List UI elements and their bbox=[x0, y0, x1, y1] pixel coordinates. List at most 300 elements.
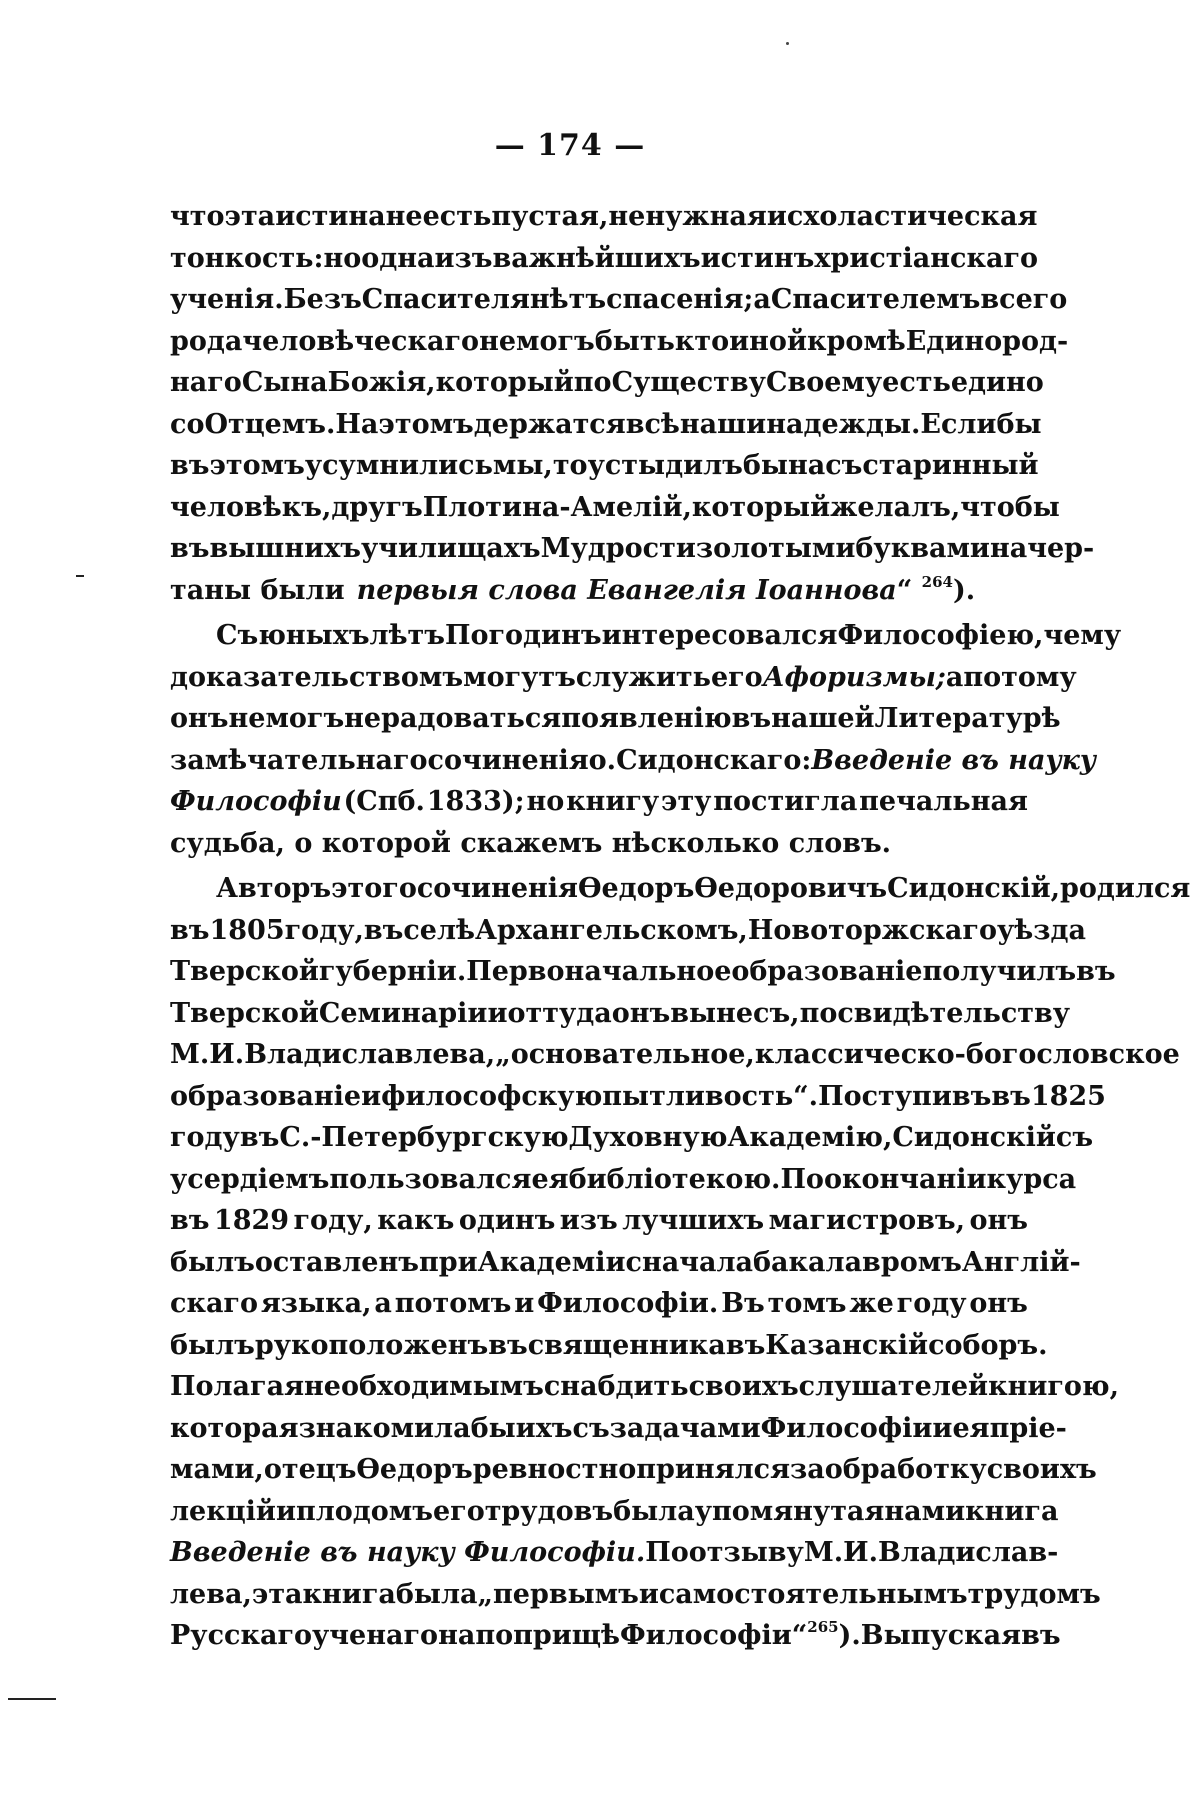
text-line bbox=[170, 951, 1116, 993]
word: бы bbox=[470, 1412, 516, 1444]
italic-word: Введеніе въ науку bbox=[811, 744, 1097, 776]
word: важнѣйшихъ bbox=[492, 242, 701, 274]
word: Существу bbox=[611, 367, 766, 398]
word: прiе- bbox=[989, 1412, 1067, 1444]
text-run: таны были bbox=[170, 574, 345, 606]
text-line bbox=[170, 487, 1060, 529]
word: Сидонскаго: bbox=[616, 744, 812, 776]
word: этомъ bbox=[378, 408, 474, 440]
word: Философіи bbox=[760, 1412, 933, 1444]
word: Академію, bbox=[727, 1122, 893, 1153]
word: въ bbox=[239, 1122, 280, 1153]
word: и bbox=[766, 201, 787, 232]
word: была bbox=[613, 1495, 695, 1527]
paragraph-2-line-5 bbox=[170, 781, 1028, 823]
text-line bbox=[170, 1491, 1059, 1533]
word: Поступивъ bbox=[818, 1080, 992, 1112]
word: устыдилъ bbox=[587, 450, 743, 481]
word: М. bbox=[170, 1039, 210, 1070]
word: лева, bbox=[170, 1578, 252, 1610]
word: Въ bbox=[721, 1288, 765, 1319]
word: училищахъ bbox=[360, 533, 541, 564]
word: нѣтъ bbox=[529, 284, 607, 315]
word: Философіи. bbox=[537, 1288, 719, 1319]
word: Ѳедоръ bbox=[356, 1454, 473, 1485]
word: могутъ bbox=[463, 661, 576, 693]
word: и bbox=[514, 1288, 535, 1319]
word: едино bbox=[950, 367, 1044, 398]
word: своихъ bbox=[986, 1454, 1097, 1485]
word: истинъ bbox=[700, 242, 815, 274]
word: надежды. bbox=[766, 408, 921, 440]
word: Ѳедоровичъ bbox=[694, 873, 888, 904]
word: этомъ bbox=[209, 450, 305, 481]
word: и bbox=[638, 1578, 659, 1610]
word: М. bbox=[803, 1537, 844, 1568]
text-line bbox=[170, 196, 1038, 238]
word: человѣкъ, bbox=[170, 491, 332, 523]
word: всѣ bbox=[625, 408, 680, 440]
word: И. bbox=[209, 1039, 245, 1070]
word: желалъ, bbox=[830, 491, 961, 523]
word: и bbox=[487, 997, 508, 1029]
word: держатся bbox=[473, 408, 626, 440]
text-line bbox=[170, 1366, 1120, 1408]
word: истина bbox=[275, 201, 386, 232]
word: эта bbox=[251, 1578, 303, 1610]
word: Тверской bbox=[170, 956, 319, 987]
word: обработку bbox=[824, 1454, 987, 1485]
word: человѣческаго bbox=[242, 325, 480, 357]
word: родился bbox=[1060, 873, 1190, 904]
word: оттуда bbox=[507, 997, 612, 1029]
word: постигла bbox=[713, 786, 858, 817]
word: наго bbox=[170, 367, 242, 398]
word: буквами bbox=[855, 533, 990, 564]
word: въ bbox=[170, 1205, 210, 1236]
text-line bbox=[170, 238, 1039, 280]
word: могъ bbox=[265, 703, 345, 734]
word: Сидонскій, bbox=[887, 873, 1061, 904]
italic-word: Философіи bbox=[170, 786, 342, 817]
word: курса bbox=[986, 1163, 1077, 1195]
word: ненужная bbox=[608, 201, 767, 232]
word: не bbox=[385, 201, 423, 232]
word: философскую bbox=[381, 1080, 603, 1112]
word: книгу bbox=[566, 786, 660, 817]
word: Божія, bbox=[327, 367, 436, 398]
word: По bbox=[645, 1537, 689, 1568]
word: году, bbox=[293, 1205, 373, 1236]
word: но bbox=[323, 242, 362, 274]
paragraph-2-line-4 bbox=[170, 740, 1097, 782]
word: священника bbox=[527, 1329, 726, 1361]
word: поприщѣ bbox=[475, 1620, 620, 1651]
word: усердіемъ bbox=[170, 1163, 330, 1195]
word: въ bbox=[1021, 1620, 1061, 1651]
italic-title: первыя слова Евангелія Іоаннова bbox=[356, 574, 897, 606]
paragraph-3-line-b bbox=[170, 1574, 1101, 1616]
word: Новоторжскаго bbox=[747, 914, 997, 946]
paragraph-1 bbox=[170, 196, 1095, 570]
word: „первымъ bbox=[477, 1578, 639, 1610]
word: могъ bbox=[516, 325, 595, 357]
text-line bbox=[170, 1408, 1067, 1450]
word: пустая, bbox=[491, 201, 609, 232]
word: ). bbox=[838, 1620, 861, 1651]
word: есть bbox=[882, 367, 951, 398]
word: Сына bbox=[241, 367, 328, 398]
word: замѣчательнаго bbox=[170, 744, 428, 776]
word: эту bbox=[661, 786, 712, 817]
word: книга bbox=[302, 1578, 396, 1610]
word: интересовался bbox=[601, 620, 838, 651]
word: - bbox=[559, 491, 571, 523]
italic-word: Афоризмы; bbox=[762, 661, 946, 693]
word: рода bbox=[170, 325, 243, 357]
word: томъ bbox=[767, 1288, 847, 1319]
word: его bbox=[710, 661, 763, 693]
word: Англій- bbox=[961, 1246, 1081, 1278]
word: С.-Петербургскую bbox=[279, 1122, 569, 1153]
word: вышнихъ bbox=[209, 533, 361, 564]
paragraph-2-line-1 bbox=[170, 615, 1122, 657]
word: христіанскаго bbox=[814, 242, 1039, 274]
word: иной bbox=[729, 325, 807, 357]
text-line bbox=[170, 528, 1095, 570]
text-line bbox=[170, 1117, 1094, 1159]
word: ихъ bbox=[515, 1412, 573, 1444]
text-run: судьба, о которой скажемъ нѣсколько словъ. bbox=[170, 827, 892, 859]
word: доказательствомъ bbox=[170, 661, 464, 693]
word: появленію bbox=[561, 703, 732, 734]
word: въ bbox=[731, 703, 772, 734]
footnote-ref-265: 265 bbox=[807, 1618, 839, 1636]
word: необходимымъ bbox=[304, 1371, 544, 1402]
word: а bbox=[374, 1288, 392, 1319]
word: лекцій bbox=[170, 1495, 276, 1527]
word: нами bbox=[884, 1495, 966, 1527]
word: изъ bbox=[559, 1205, 618, 1236]
word: въ bbox=[1076, 956, 1116, 987]
word: же bbox=[849, 1288, 894, 1319]
word: этого bbox=[331, 873, 417, 904]
closing-quote: “ bbox=[896, 574, 913, 606]
footnote-ref-264: 264 bbox=[921, 572, 953, 591]
word: Архангельскомъ, bbox=[475, 914, 748, 946]
word: нашей bbox=[771, 703, 875, 734]
word: одна bbox=[361, 242, 435, 274]
word: есть bbox=[422, 201, 492, 232]
word: упомянутая bbox=[694, 1495, 885, 1527]
word: Русскаго bbox=[170, 1620, 313, 1651]
text-line bbox=[170, 404, 1042, 446]
word: Философіи“ bbox=[619, 1620, 808, 1651]
word: Амелій, bbox=[570, 491, 692, 523]
word: получилъ bbox=[922, 956, 1077, 987]
word: отзыву bbox=[688, 1537, 804, 1568]
word: Своему bbox=[765, 367, 883, 398]
word: своихъ bbox=[688, 1371, 799, 1402]
word: бакалавромъ bbox=[753, 1246, 962, 1278]
word: 1805 bbox=[209, 914, 285, 946]
word: и bbox=[932, 1412, 953, 1444]
word: и bbox=[275, 1495, 296, 1527]
word: магистровъ, bbox=[768, 1205, 966, 1236]
text-line bbox=[170, 1283, 1028, 1325]
word: былъ bbox=[170, 1246, 255, 1278]
word: Погодинъ bbox=[445, 620, 602, 651]
word: схоластическая bbox=[786, 201, 1038, 232]
word: о. bbox=[588, 744, 617, 776]
word: старинный bbox=[862, 450, 1039, 481]
word: сочиненія bbox=[427, 744, 589, 776]
word: образованіе bbox=[170, 1080, 362, 1112]
word: при bbox=[418, 1246, 478, 1278]
word: 1829 bbox=[213, 1205, 290, 1236]
word: Сидонскій bbox=[892, 1122, 1056, 1153]
word: Полагая bbox=[170, 1371, 305, 1402]
word: Владиславлева, bbox=[244, 1039, 496, 1070]
word: библіотекою. bbox=[568, 1163, 781, 1195]
word: мы, bbox=[492, 450, 553, 481]
word: На bbox=[335, 408, 379, 440]
word: Владислав- bbox=[878, 1537, 1059, 1568]
word: трудовъ bbox=[484, 1495, 614, 1527]
margin-rule bbox=[8, 1698, 56, 1700]
word: какъ bbox=[377, 1205, 455, 1236]
word: въ bbox=[725, 1329, 766, 1361]
word: ученаго bbox=[312, 1620, 439, 1651]
paragraph-3-line-c bbox=[170, 1615, 1061, 1657]
word: онъ bbox=[170, 703, 229, 734]
paragraph-2-line-2 bbox=[170, 657, 1077, 699]
word: но bbox=[526, 786, 565, 817]
word: Академіи bbox=[477, 1246, 626, 1278]
word: въ bbox=[170, 533, 210, 564]
word: соборъ. bbox=[928, 1329, 1048, 1361]
word: Если bbox=[920, 408, 997, 440]
word: служить bbox=[575, 661, 711, 693]
word: Мудрости bbox=[540, 533, 696, 564]
word: свидѣтельству bbox=[837, 997, 1071, 1029]
word: не bbox=[344, 703, 382, 734]
word: эта bbox=[224, 201, 276, 232]
word: и bbox=[361, 1080, 382, 1112]
word: ревностно bbox=[472, 1454, 637, 1485]
word: въ bbox=[170, 450, 210, 481]
word: рукоположенъ bbox=[254, 1329, 489, 1361]
word: Отцемъ. bbox=[204, 408, 336, 440]
word: сначала bbox=[625, 1246, 754, 1278]
word: 1833); bbox=[426, 786, 525, 817]
word: а bbox=[753, 284, 771, 315]
word: Единород- bbox=[905, 325, 1069, 357]
word: Духовную bbox=[568, 1122, 728, 1153]
text-line bbox=[170, 362, 1044, 404]
word: быть bbox=[594, 325, 675, 357]
word: Выпуская bbox=[860, 1620, 1022, 1651]
text-line bbox=[170, 868, 1190, 910]
word: уѣзда bbox=[997, 914, 1086, 946]
word: въ bbox=[363, 914, 404, 946]
word: насъ bbox=[787, 450, 863, 481]
word: образованіе bbox=[731, 956, 923, 987]
word: по bbox=[573, 367, 612, 398]
word: всего bbox=[980, 284, 1068, 315]
word: Спасителемъ bbox=[770, 284, 981, 315]
text-line bbox=[170, 1325, 1048, 1367]
word: оставленъ bbox=[254, 1246, 419, 1278]
word: печальная bbox=[859, 786, 1028, 817]
word: Литературѣ bbox=[874, 703, 1061, 734]
word: не bbox=[228, 703, 266, 734]
word: въ bbox=[170, 914, 210, 946]
word: не bbox=[479, 325, 517, 357]
word: По bbox=[780, 1163, 824, 1195]
word: въ bbox=[991, 1080, 1031, 1112]
word: скаго bbox=[170, 1288, 258, 1319]
text-line bbox=[170, 1200, 1028, 1242]
body-text bbox=[170, 196, 1190, 1657]
word: кто bbox=[674, 325, 730, 357]
text-line bbox=[170, 1159, 1077, 1201]
word: тонкость: bbox=[170, 242, 324, 274]
word: его bbox=[432, 1495, 485, 1527]
word: лѣтъ bbox=[369, 620, 445, 651]
word: радоваться bbox=[381, 703, 562, 734]
word: И. bbox=[843, 1537, 879, 1568]
word: который bbox=[691, 491, 831, 523]
word: Казанскій bbox=[765, 1329, 929, 1361]
word: вынесъ, bbox=[670, 997, 800, 1029]
word: самостоятельнымъ bbox=[658, 1578, 968, 1610]
text-line bbox=[170, 1242, 1081, 1284]
word: пользовался bbox=[329, 1163, 532, 1195]
italic-word: Введеніе въ науку Философіи. bbox=[170, 1537, 646, 1568]
word: спасенія; bbox=[606, 284, 754, 315]
word: задачами bbox=[609, 1412, 761, 1444]
word: мами, bbox=[170, 1454, 264, 1485]
paragraph-3-italic-line bbox=[170, 1532, 1059, 1574]
word: принялся bbox=[636, 1454, 791, 1485]
text-run: ). bbox=[952, 574, 976, 606]
paragraph-2-line-6 bbox=[170, 823, 1028, 865]
word: бы bbox=[742, 450, 788, 481]
word: „основательное, bbox=[495, 1039, 755, 1070]
word: книга bbox=[965, 1495, 1059, 1527]
word: чему bbox=[1043, 620, 1122, 651]
word: съ bbox=[1055, 1122, 1094, 1153]
word: который bbox=[435, 367, 574, 398]
text-line bbox=[170, 445, 1039, 487]
word: а bbox=[945, 661, 964, 693]
word: былъ bbox=[170, 1329, 255, 1361]
word: съ bbox=[572, 1412, 610, 1444]
text-line bbox=[170, 993, 1071, 1035]
word: селѣ bbox=[403, 914, 475, 946]
word: юныхъ bbox=[258, 620, 370, 651]
word: со bbox=[170, 408, 205, 440]
text-line bbox=[170, 321, 1069, 363]
word: лучшихъ bbox=[622, 1205, 765, 1236]
word: Тверской bbox=[170, 997, 319, 1029]
word: языка, bbox=[260, 1288, 372, 1319]
word: окончаніи bbox=[823, 1163, 987, 1195]
scan-speck bbox=[786, 42, 789, 45]
word: онъ bbox=[969, 1288, 1028, 1319]
page-number: — 174 — bbox=[494, 128, 646, 163]
word: году bbox=[170, 1122, 240, 1153]
word: ея bbox=[952, 1412, 990, 1444]
word: онъ bbox=[611, 997, 671, 1029]
text-line bbox=[170, 1034, 1180, 1076]
word: наши bbox=[679, 408, 767, 440]
word: изъ bbox=[434, 242, 493, 274]
word: трудомъ bbox=[967, 1578, 1101, 1610]
word: Плотина bbox=[422, 491, 560, 523]
word: въ bbox=[488, 1329, 528, 1361]
word: потому bbox=[963, 661, 1077, 693]
paragraph-3 bbox=[170, 868, 1190, 1532]
word: году bbox=[896, 1288, 967, 1319]
paragraph-2-line-3 bbox=[170, 698, 1061, 740]
word: книгою, bbox=[988, 1371, 1120, 1402]
word: знакомила bbox=[298, 1412, 471, 1444]
word: году, bbox=[284, 914, 364, 946]
text-line bbox=[170, 1449, 1097, 1491]
text-line bbox=[170, 1076, 1106, 1118]
word: снабдить bbox=[543, 1371, 689, 1402]
word: усумнились bbox=[304, 450, 493, 481]
word: на bbox=[438, 1620, 476, 1651]
text-line bbox=[170, 279, 1068, 321]
word: Авторъ bbox=[216, 873, 332, 904]
word: Спасителя bbox=[361, 284, 530, 315]
word: Семинаріи bbox=[318, 997, 488, 1029]
word: золотыми bbox=[695, 533, 856, 564]
word: начер- bbox=[989, 533, 1095, 564]
word: 1825 bbox=[1030, 1080, 1106, 1112]
word: сочиненія bbox=[416, 873, 578, 904]
word: по bbox=[799, 997, 838, 1029]
word: которая bbox=[170, 1412, 299, 1444]
word: плодомъ bbox=[295, 1495, 433, 1527]
word: пытливость“. bbox=[602, 1080, 819, 1112]
word: бы bbox=[996, 408, 1042, 440]
word: другъ bbox=[331, 491, 423, 523]
word: за bbox=[790, 1454, 825, 1485]
word: губерніи. bbox=[318, 956, 467, 987]
word: Безъ bbox=[283, 284, 362, 315]
word: что bbox=[170, 201, 225, 232]
paragraph-1-last-line bbox=[170, 570, 1028, 612]
word: чтобы bbox=[960, 491, 1060, 523]
word: онъ bbox=[969, 1205, 1028, 1236]
word: потомъ bbox=[394, 1288, 512, 1319]
word: отецъ bbox=[263, 1454, 357, 1485]
word: была bbox=[395, 1578, 478, 1610]
footnote-ref-wrap bbox=[807, 1615, 861, 1657]
word: Съ bbox=[216, 620, 259, 651]
word: Ѳедоръ bbox=[577, 873, 695, 904]
word: Философіею, bbox=[837, 620, 1044, 651]
text-line bbox=[170, 910, 1086, 952]
word: одинъ bbox=[458, 1205, 556, 1236]
word: то bbox=[552, 450, 588, 481]
word: классическо-богословское bbox=[754, 1039, 1180, 1070]
word: слушателей bbox=[798, 1371, 989, 1402]
